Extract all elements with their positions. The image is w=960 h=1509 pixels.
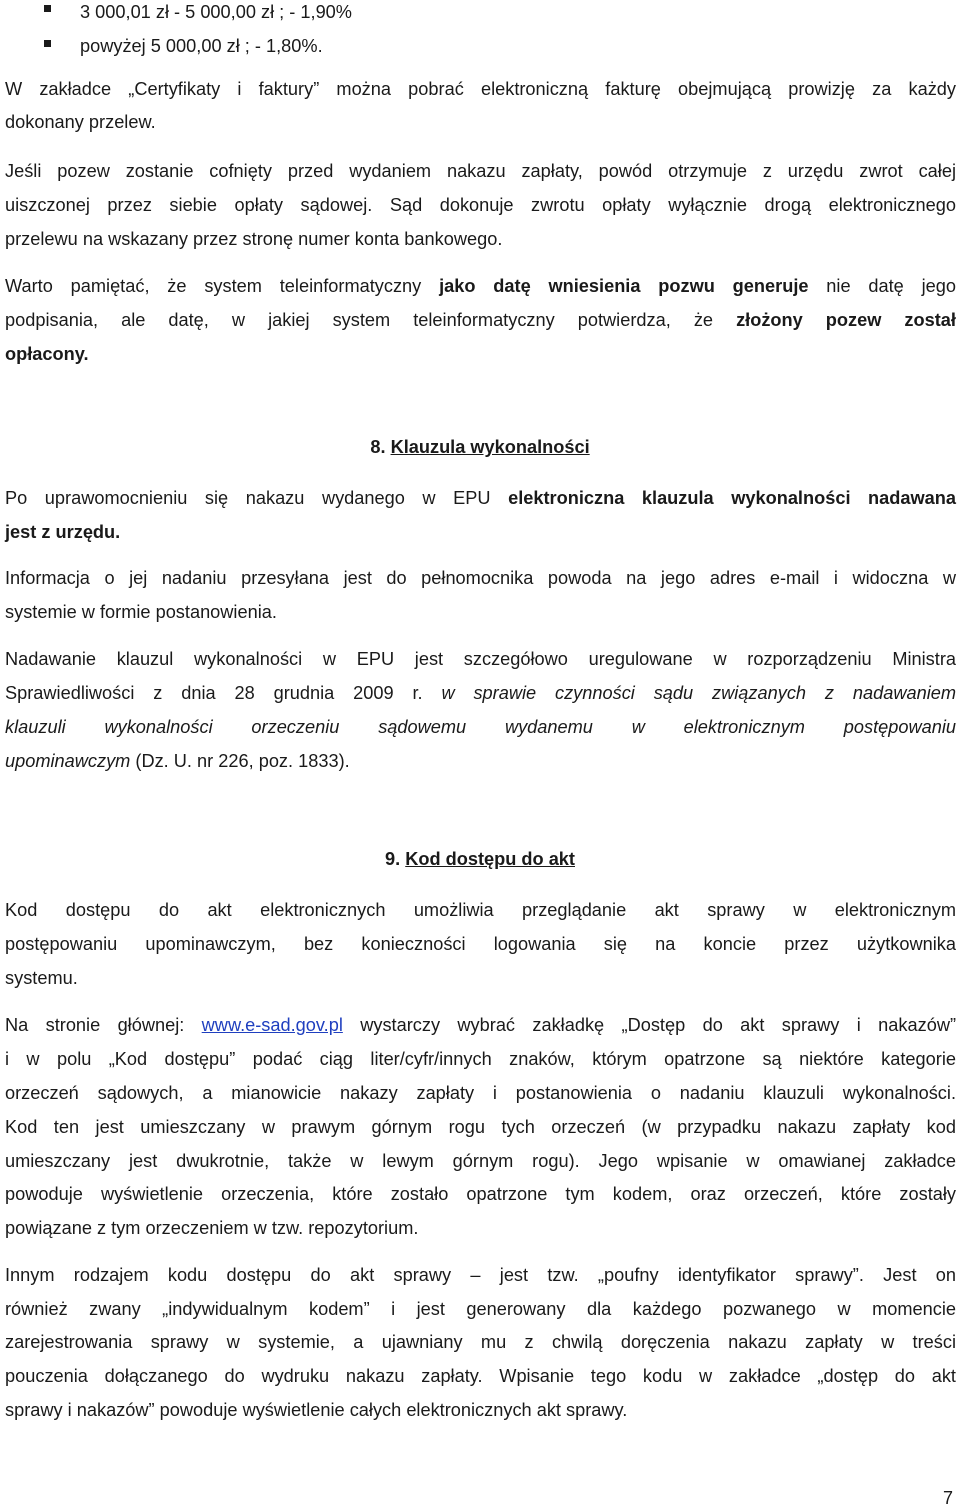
section-heading — [0, 435, 960, 459]
paragraph-line — [5, 308, 956, 332]
paragraph-line — [5, 274, 956, 298]
paragraph-line: systemie w formie postanowienia. — [5, 602, 277, 622]
paragraph-line: powiązane z tym orzeczeniem w tzw. repozytorium. — [5, 1218, 419, 1238]
text-run: Warto pamiętać, że system teleinformatyczny — [5, 276, 440, 296]
section-number: 9. — [385, 849, 401, 869]
text-run: Na stronie głównej: — [5, 1015, 202, 1035]
paragraph-line: Nadawanie klauzul wykonalności w EPU jest szczegółowo uregulowane w rozporządzeniu Ministra — [5, 649, 956, 669]
paragraph-line: Jeśli pozew zostanie cofnięty przed wydaniem nakazu zapłaty, powód otrzymuje z urzędu zwrot całej — [5, 161, 956, 181]
bold-text: elektroniczna klauzula wykonalności nadawana — [508, 488, 956, 508]
paragraph-line: i w polu „Kod dostępu” podać ciąg liter/cyfr/innych znaków, którym opatrzone są niektóre kategorie — [5, 1049, 956, 1069]
paragraph-line — [5, 749, 956, 773]
section-heading — [0, 847, 960, 871]
page-number: 7 — [942, 1488, 953, 1508]
paragraph-line: sprawy i nakazów” powoduje wyświetlenie całych elektronicznych akt sprawy. — [5, 1400, 628, 1420]
bold-text: opłacony. — [5, 344, 89, 364]
bullet-marker — [44, 40, 51, 47]
bullet-item: powyżej 5 000,00 zł ; - 1,80%. — [80, 36, 323, 56]
paragraph-line: orzeczeń sądowych, a mianowicie nakazy zapłaty i postanowienia o nadaniu klauzuli wykonalności. — [5, 1083, 956, 1103]
paragraph-line: uiszczonej przez siebie opłaty sądowej. Sąd dokonuje zwrotu opłaty wyłącznie drogą elektronicznego — [5, 195, 956, 215]
paragraph-line — [5, 486, 956, 510]
paragraph-line: W zakładce „Certyfikaty i faktury” można pobrać elektroniczną fakturę obejmującą prowizję za każdy — [5, 79, 956, 99]
paragraph-line: powoduje wyświetlenie orzeczenia, które zostało opatrzone tym kodem, oraz orzeczeń, które zostały — [5, 1184, 956, 1204]
bullet-item: 3 000,01 zł - 5 000,00 zł ; - 1,90% — [80, 2, 352, 22]
italic-text: w sprawie czynności sądu związanych z nadawaniem — [441, 683, 956, 703]
paragraph-line: umieszczany jest dwukrotnie, także w lewym górnym rogu). Jego wpisanie w omawianej zakładce — [5, 1151, 956, 1171]
paragraph-line: Kod ten jest umieszczany w prawym górnym rogu tych orzeczeń (w przypadku nakazu zapłaty kod — [5, 1117, 956, 1137]
section-title: Kod dostępu do akt — [405, 849, 575, 869]
bold-text: jako datę wniesienia pozwu generuje — [439, 276, 809, 296]
paragraph-line: zarejestrowania sprawy w systemie, a ujawniany mu z chwilą doręczenia nakazu zapłaty w treści — [5, 1332, 956, 1352]
website-link[interactable]: www.e-sad.gov.pl — [201, 1015, 343, 1035]
paragraph-line: również zwany „indywidualnym kodem” i jest generowany dla każdego pozwanego w momencie — [5, 1299, 956, 1319]
paragraph-line — [5, 520, 956, 544]
bold-text: złożony pozew został — [736, 310, 956, 330]
paragraph-line — [5, 342, 956, 366]
paragraph-line: przelewu na wskazany przez stronę numer konta bankowego. — [5, 229, 503, 249]
paragraph-line: Kod dostępu do akt elektronicznych umożliwia przeglądanie akt sprawy w elektronicznym — [5, 900, 956, 920]
text-run: nie datę jego — [808, 276, 956, 296]
paragraph-line: pouczenia dołączanego do wydruku nakazu zapłaty. Wpisanie tego kodu w zakładce „dostęp do akt — [5, 1366, 956, 1386]
paragraph-line: postępowaniu upominawczym, bez konieczności logowania się na koncie przez użytkownika — [5, 934, 956, 954]
bold-text: jest z urzędu. — [5, 522, 121, 542]
paragraph-line: Innym rodzajem kodu dostępu do akt sprawy – jest tzw. „poufny identyfikator sprawy”. Jest on — [5, 1265, 956, 1285]
section-title: Klauzula wykonalności — [390, 437, 590, 457]
italic-text: klauzuli wykonalności orzeczeniu sądowemu wydanemu w elektronicznym postępowaniu — [5, 717, 956, 737]
text-run: wystarczy wybrać zakładkę „Dostęp do akt sprawy i nakazów” — [342, 1015, 957, 1035]
paragraph-line: dokonany przelew. — [5, 112, 156, 132]
paragraph-line — [5, 1013, 956, 1037]
paragraph-line — [5, 681, 956, 705]
paragraph-line: systemu. — [5, 968, 78, 988]
italic-text: upominawczym — [5, 751, 131, 771]
text-run: podpisania, ale datę, w jakiej system teleinformatyczny potwierdza, że — [5, 310, 737, 330]
paragraph-line — [5, 715, 956, 739]
text-run: (Dz. U. nr 226, poz. 1833). — [130, 751, 350, 771]
text-run: Sprawiedliwości z dnia 28 grudnia 2009 r. — [5, 683, 442, 703]
section-number: 8. — [370, 437, 386, 457]
bullet-marker — [44, 5, 51, 12]
paragraph-line: Informacja o jej nadaniu przesyłana jest do pełnomocnika powoda na jego adres e-mail i widoczna w — [5, 568, 956, 588]
text-run: Po uprawomocnieniu się nakazu wydanego w EPU — [5, 488, 509, 508]
